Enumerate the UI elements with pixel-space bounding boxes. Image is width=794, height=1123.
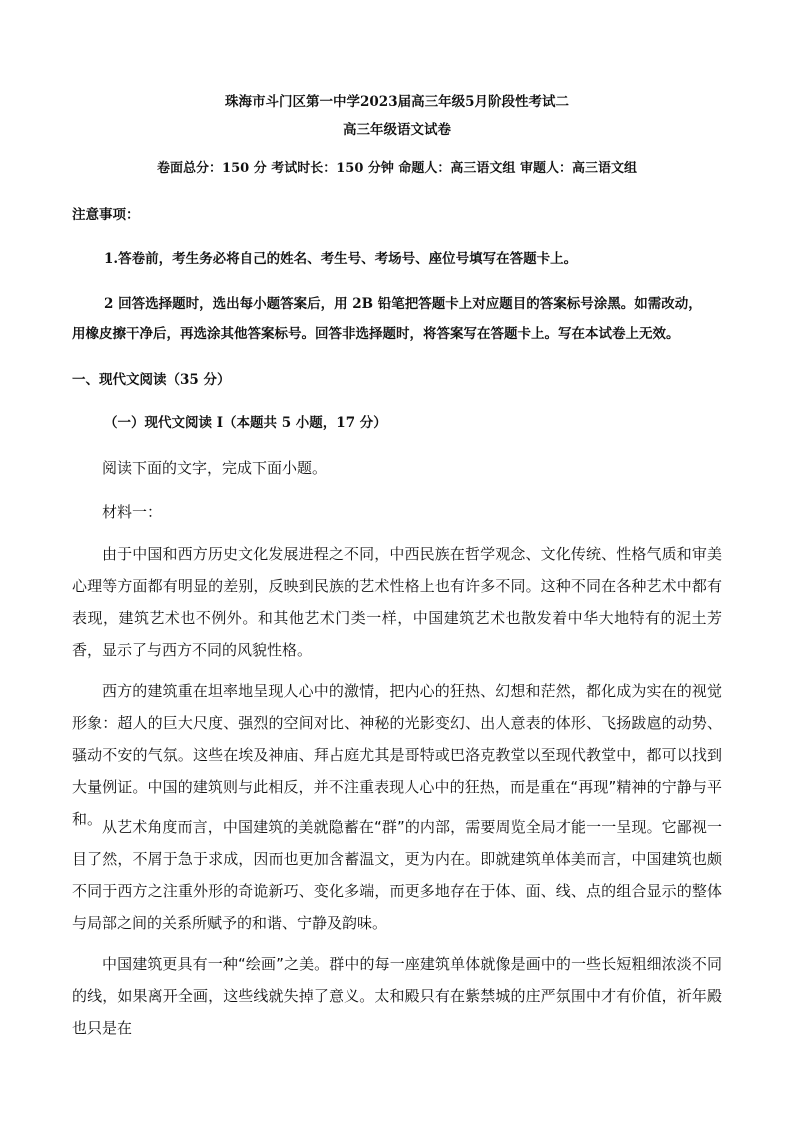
exam-meta: 卷面总分：150 分 考试时长：150 分钟 命题人：高三语文组 审题人：高三语文组 <box>157 161 637 176</box>
notice-item-2-line-1: 2 回答选择题时，选出每小题答案后，用 2B 铅笔把答题卡上对应题目的答案标号涂黑。如需改动， <box>104 296 702 312</box>
paragraph-2: 西方的建筑重在坦率地呈现人心中的激情，把内心的狂热、幻想和茫然，都化成为实在的视觉形象：超人的巨大尺度、强烈的空间对比、神秘的光影变幻、出人意表的体形、飞扬跋扈的动势、骚动不安的气氛。这些在埃及神庙、拜占庭尤其是哥特或巴洛克教堂以至现代教堂中，都可以找到大量例证。中国的建筑则与此相反，并不注重表现人心中的狂热，而是重在“再现”精神的宁静与平和。 <box>72 682 722 828</box>
paragraph-4: 中国建筑更具有一种“绘画”之美。群中的每一座建筑单体就像是画中的一些长短粗细浓淡不同的线，如果离开全画，这些线就失掉了意义。太和殿只有在紫禁城的庄严氛围中才有价值，祈年殿也只是在 <box>72 955 722 1037</box>
notice-item-1: 1.答卷前，考生务必将自己的姓名、考生号、考场号、座位号填写在答题卡上。 <box>104 251 578 267</box>
paragraph-3: 从艺术角度而言，中国建筑的美就隐蓄在“群”的内部，需要周览全局才能一一呈现。它鄙视一目了然，不屑于急于求成，因而也更加含蓄温文，更为内在。即就建筑单体美而言，中国建筑也颇不同于西方之注重外形的奇诡新巧、变化多端，而更多地存在于体、面、线、点的组合显示的整体与局部之间的关系所赋予的和谐、宁静及韵味。 <box>72 818 722 932</box>
reading-instruction: 阅读下面的文字，完成下面小题。 <box>102 459 328 477</box>
section-heading: 一、现代文阅读（35 分） <box>72 372 231 388</box>
section-subheading: （一）现代文阅读 Ⅰ（本题共 5 小题，17 分） <box>104 415 387 431</box>
paragraph-1: 由于中国和西方历史文化发展进程之不同，中西民族在哲学观念、文化传统、性格气质和审美心理等方面都有明显的差别，反映到民族的艺术性格上也有许多不同。这种不同在各种艺术中都有表现，建筑艺术也不例外。和其他艺术门类一样，中国建筑艺术也散发着中华大地特有的泥土芳香，显示了与西方不同的风貌性格。 <box>72 545 722 659</box>
notice-item-2-line-2: 用橡皮擦干净后，再选涂其他答案标号。回答非选择题时，将答案写在答题卡上。写在本试卷上无效。 <box>72 326 680 342</box>
exam-title: 珠海市斗门区第一中学2023届高三年级5月阶段性考试二 <box>225 94 569 110</box>
notice-heading: 注意事项： <box>72 207 140 223</box>
exam-subtitle: 高三年级语文试卷 <box>343 122 451 138</box>
material-label: 材料一： <box>102 503 163 521</box>
